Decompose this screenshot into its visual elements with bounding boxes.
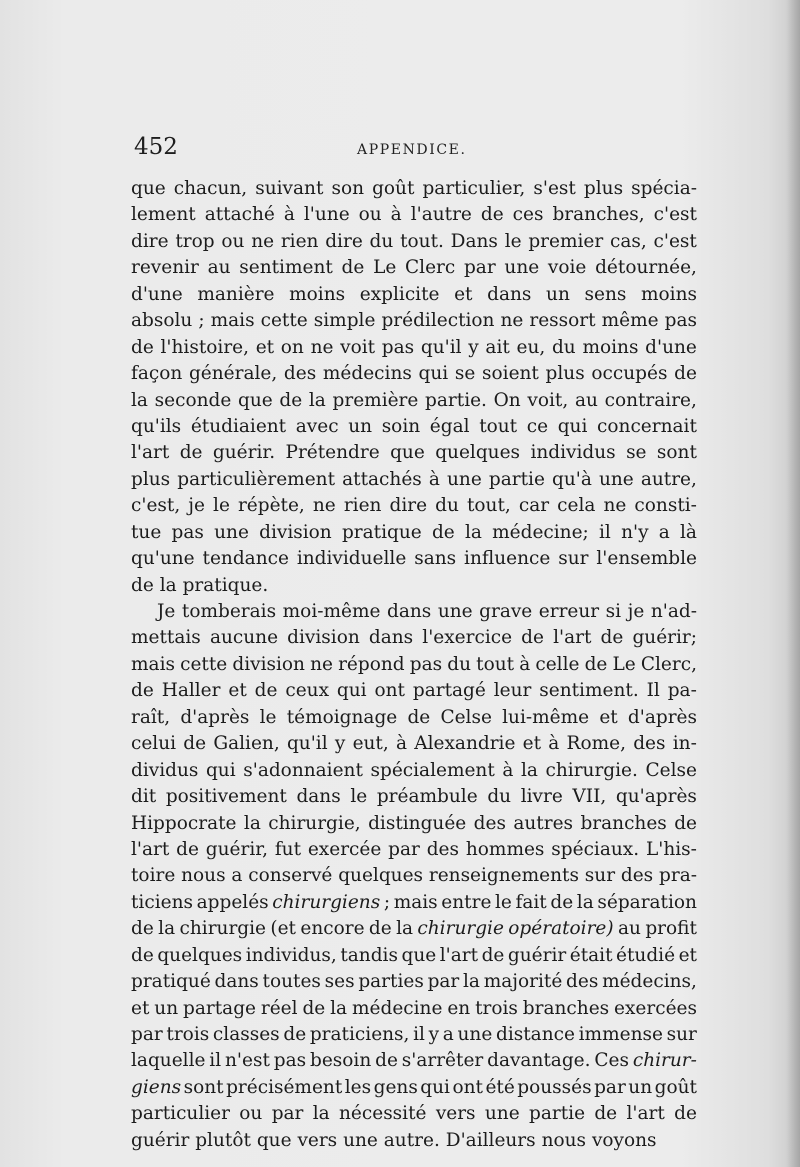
text-line: Je tomberais moi-même dans une grave erreur si je n'ad- [157,601,697,622]
text-line: raît, d'après le témoignage de Celse lui-même et d'après [131,706,697,728]
text-line: de la pratique. [131,574,269,596]
text-line: l'art de guérir, fut exercée par des hommes spéciaux. L'his- [131,838,697,860]
text-line: plus particulièrement attachés à une partie qu'à une autre, [131,468,697,490]
text-line: Hippocrate la chirurgie, distinguée des autres branches de [131,812,697,834]
text-line: dividus qui s'adonnaient spécialement à la chirurgie. Celse [131,759,697,781]
text-line: de l'histoire, et on ne voit pas qu'il y ait eu, du moins d'une [131,336,697,358]
text-line: revenir au sentiment de Le Clerc par une voie détournée, [131,257,697,279]
text-line: façon générale, des médecins qui se soient plus occupés de [131,363,697,385]
text-line: lement attaché à l'une ou à l'autre de ces branches, c'est [131,204,697,226]
text-line: mettais aucune division dans l'exercice de l'art de guérir; [131,627,697,649]
text-line: et un partage réel de la médecine en trois branches exercées [131,997,697,1019]
text-line: tue pas une division pratique de la médecine; il n'y a là [131,521,697,543]
text-line: celui de Galien, qu'il y eut, à Alexandrie et à Rome, des in- [131,733,697,755]
text-line: par trois classes de praticiens, il y a une distance immense sur [131,1024,697,1045]
text-line: guérir plutôt que vers une autre. D'ailleurs nous voyons [131,1129,657,1151]
text-line: d'une manière moins explicite et dans un sens moins [131,283,697,305]
text-line: giens sont précisément les gens qui ont été poussés par un goût [131,1076,697,1098]
text-line: laquelle il n'est pas besoin de s'arrêter davantage. Ces chirur- [131,1050,697,1072]
text-line: absolu ; mais cette simple prédilection ne ressort même pas [131,310,697,332]
text-line: que chacun, suivant son goût particulier, s'est plus spécia- [131,178,697,199]
text-line: toire nous a conservé quelques renseignements sur des pra- [131,865,697,887]
text-line: dire trop ou ne rien dire du tout. Dans le premier cas, c'est [131,230,697,252]
running-head: APPENDICE. [357,142,467,158]
page-header [134,134,694,164]
text-line: c'est, je le répète, ne rien dire du tout, car cela ne consti- [131,495,697,517]
body-text [131,176,697,1154]
text-line: mais cette division ne répond pas du tout à celle de Le Clerc, [131,653,697,675]
text-line: ticiens appelés chirurgiens ; mais entre le fait de la séparation [131,891,697,913]
page-edge-shadow [786,0,800,1167]
text-line: dit positivement dans le préambule du livre VII, qu'après [131,786,697,808]
text-line: qu'ils étudiaient avec un soin égal tout ce qui concernait [131,415,697,437]
page-number: 452 [134,134,178,160]
text-line: qu'une tendance individuelle sans influence sur l'ensemble [131,548,697,570]
text-line: particulier ou par la nécessité vers une partie de l'art de [131,1103,697,1125]
text-line: de quelques individus, tandis que l'art de guérir était étudié et [131,944,697,966]
text-line: de Haller et de ceux qui ont partagé leur sentiment. Il pa- [131,680,697,702]
text-line: pratiqué dans toutes ses parties par la majorité des médecins, [131,971,697,993]
text-line: de la chirurgie (et encore de la chirurgie opératoire) au profit [131,918,697,940]
text-line: l'art de guérir. Prétendre que quelques individus se sont [131,442,697,464]
text-line: la seconde que de la première partie. On voit, au contraire, [131,389,697,411]
